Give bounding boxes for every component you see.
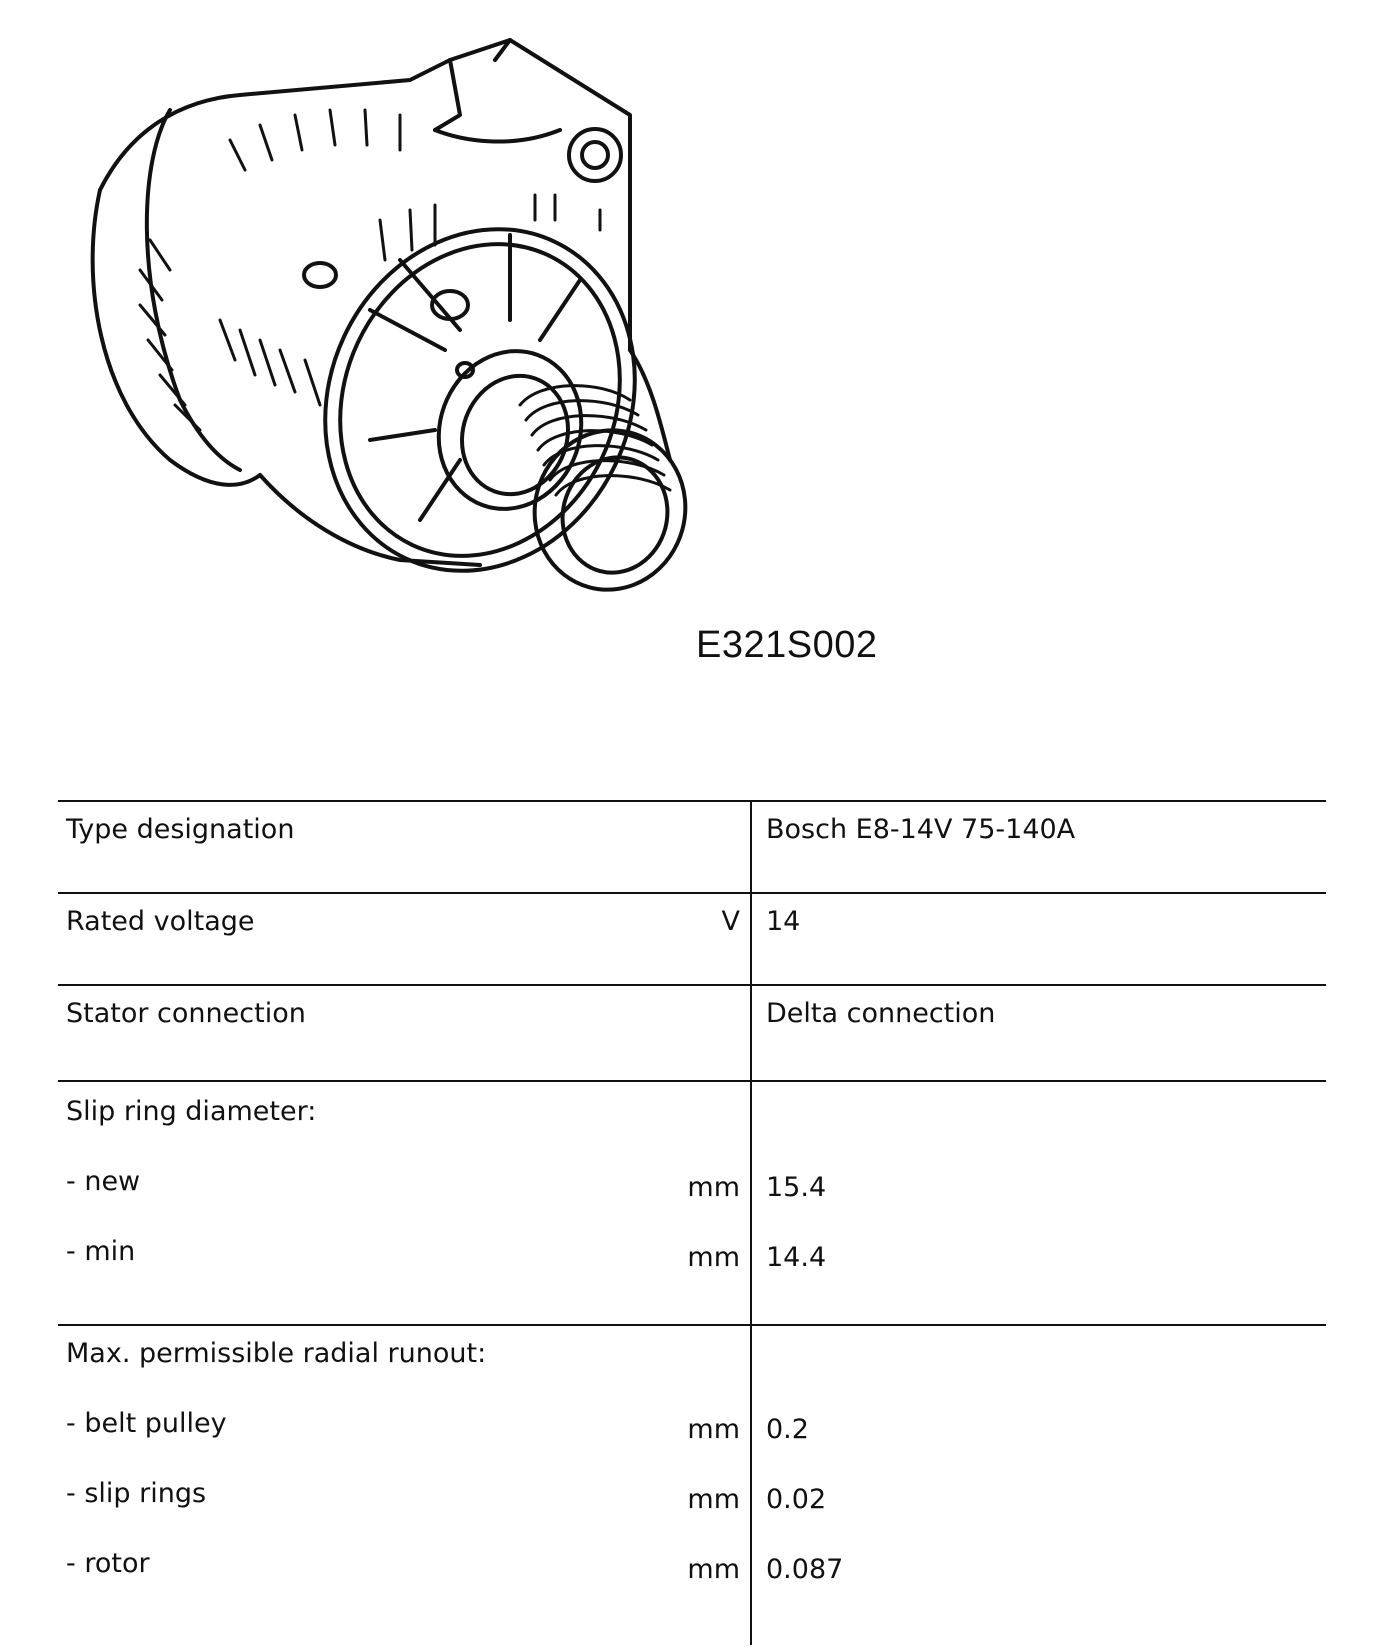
table-row-label: - rotor xyxy=(66,1548,150,1579)
table-row-unit: mm xyxy=(687,1554,740,1585)
table-row-value: 0.02 xyxy=(766,1484,827,1515)
table-row-value: 14.4 xyxy=(766,1242,827,1273)
figure-id: E321S002 xyxy=(696,624,878,666)
column-divider xyxy=(750,800,752,1645)
alternator-illustration xyxy=(40,20,720,620)
table-row-label: Type designation xyxy=(66,814,295,845)
table-row-unit: mm xyxy=(687,1414,740,1445)
table-row-value: Bosch E8-14V 75-140A xyxy=(766,814,1076,845)
table-row-unit: mm xyxy=(687,1172,740,1203)
table-row-label: - new xyxy=(66,1166,141,1197)
table-row-label: Stator connection xyxy=(66,998,306,1029)
row-divider xyxy=(58,984,1326,986)
row-divider xyxy=(58,1080,1326,1082)
table-row-unit: mm xyxy=(687,1484,740,1515)
row-divider xyxy=(58,892,1326,894)
table-row-value: 0.2 xyxy=(766,1414,809,1445)
table-row-label: Rated voltage xyxy=(66,906,255,937)
table-row-value: 14 xyxy=(766,906,801,937)
table-row-unit: mm xyxy=(687,1242,740,1273)
table-row-label: - belt pulley xyxy=(66,1408,227,1439)
table-row-label: - min xyxy=(66,1236,136,1267)
table-row-value: 0.087 xyxy=(766,1554,844,1585)
table-top-border xyxy=(58,800,1326,802)
table-row-value: 15.4 xyxy=(766,1172,827,1203)
table-row-unit: V xyxy=(721,906,740,937)
table-row-label: - slip rings xyxy=(66,1478,207,1509)
row-divider xyxy=(58,1324,1326,1326)
table-group-label: Max. permissible radial runout: xyxy=(66,1338,487,1369)
table-group-label: Slip ring diameter: xyxy=(66,1096,317,1127)
alternator-drawing-icon xyxy=(40,20,720,620)
table-row-value: Delta connection xyxy=(766,998,996,1029)
